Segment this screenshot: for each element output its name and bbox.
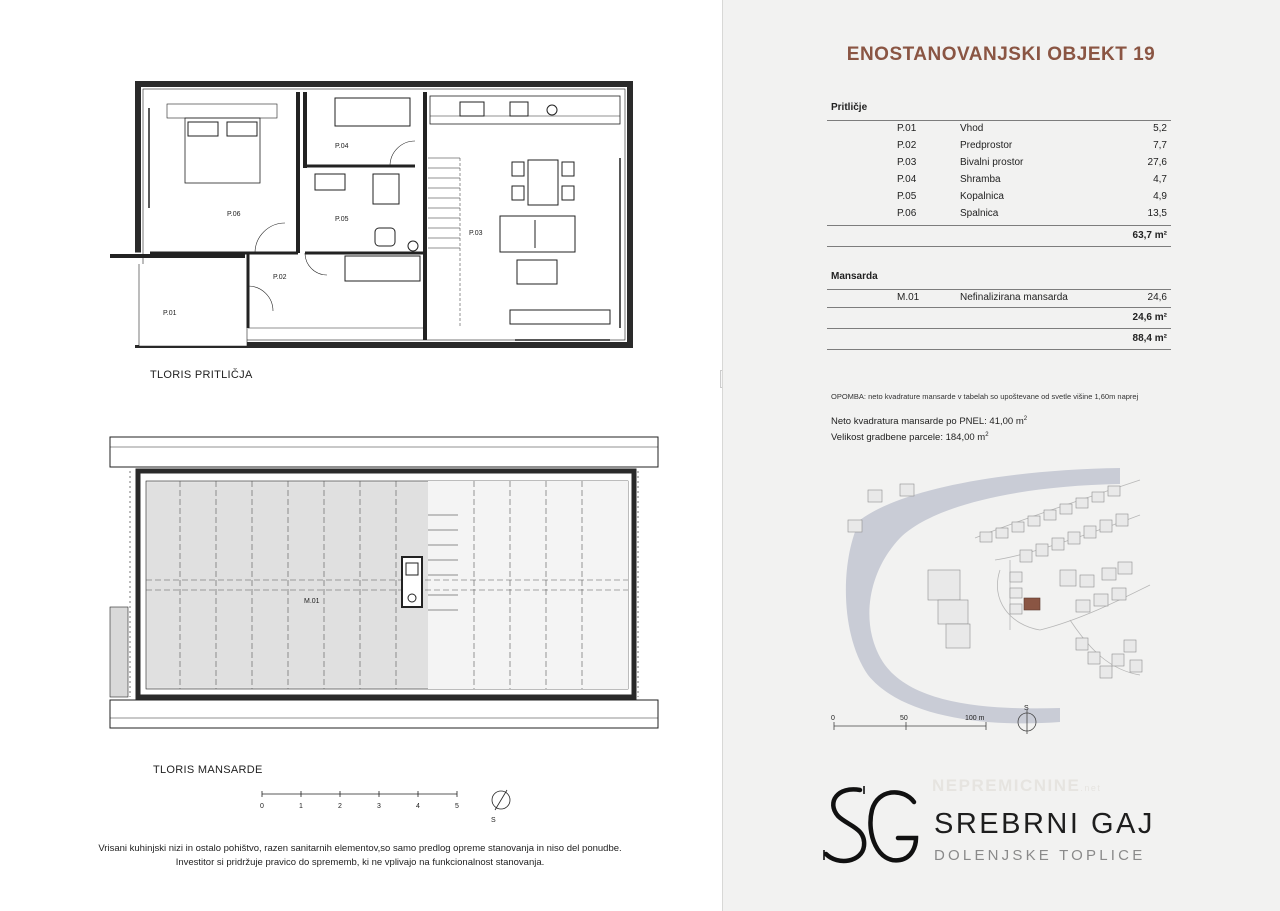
table-row bbox=[827, 121, 1171, 138]
scale-tick-3: 3 bbox=[377, 803, 381, 810]
table-row bbox=[827, 206, 1171, 223]
scale-tick-2: 2 bbox=[338, 803, 342, 810]
site-map bbox=[820, 460, 1160, 740]
row-code: P.01 bbox=[897, 123, 917, 134]
attic-total: 24,6 m² bbox=[827, 308, 1171, 329]
row-area: 13,5 bbox=[1147, 208, 1167, 219]
net-attic-text: Neto kvadratura mansarde po PNEL: 41,00 m bbox=[831, 416, 1024, 428]
map-scale-0: 0 bbox=[831, 715, 835, 722]
row-code: P.03 bbox=[897, 157, 917, 168]
row-name: Kopalnica bbox=[960, 191, 1004, 202]
scale-tick-0: 0 bbox=[260, 803, 264, 810]
room-p02: P.02 bbox=[273, 274, 287, 281]
row-code: P.05 bbox=[897, 191, 917, 202]
brand-logo-icon bbox=[820, 780, 920, 870]
scale-tick-4: 4 bbox=[416, 803, 420, 810]
row-area: 4,7 bbox=[1153, 174, 1167, 185]
table-row bbox=[827, 138, 1171, 155]
area-note: OPOMBA: neto kvadrature mansarde v tabelah so upoštevane od svetle višine 1,60m naprej bbox=[831, 392, 1139, 401]
plot-size: Velikost gradbene parcele: 184,00 $m^2$ bbox=[831, 432, 989, 444]
watermark-text bbox=[932, 776, 1101, 796]
north-label: S bbox=[491, 817, 496, 824]
net-attic-area: Neto kvadratura mansarde po PNEL: 41,00 $m^2$ bbox=[831, 416, 1028, 428]
row-area: 27,6 bbox=[1147, 157, 1167, 168]
footnote-line-1: Vrisani kuhinjski nizi in ostalo pohištvo, razen sanitarnih elementov,so samo predlog opreme stanovanja in niso del ponudbe. bbox=[98, 843, 622, 854]
ground-floor-plan bbox=[105, 78, 640, 353]
plot-size-text: Velikost gradbene parcele: 184,00 m bbox=[831, 432, 986, 444]
room-p03: P.03 bbox=[469, 230, 483, 237]
row-area: 24,6 bbox=[1147, 292, 1167, 303]
row-area: 4,9 bbox=[1153, 191, 1167, 202]
attic-plan-label: TLORIS MANSARDE bbox=[153, 764, 263, 776]
plan-footnote bbox=[80, 842, 640, 870]
highlighted-plot bbox=[1024, 598, 1040, 610]
scale-tick-1: 1 bbox=[299, 803, 303, 810]
row-name: Vhod bbox=[960, 123, 984, 134]
room-p04: P.04 bbox=[335, 143, 349, 150]
row-name: Nefinalizirana mansarda bbox=[960, 292, 1068, 303]
row-name: Predprostor bbox=[960, 140, 1013, 151]
attic-floor-plan bbox=[108, 435, 660, 730]
row-area: 7,7 bbox=[1153, 140, 1167, 151]
page-title: ENOSTANOVANJSKI OBJEKT 19 bbox=[846, 44, 1156, 65]
footnote-line-2: Investitor si pridržuje pravico do sprememb, ki ne vplivajo na funkcionalnost stanovanja. bbox=[175, 857, 545, 868]
row-code: P.02 bbox=[897, 140, 917, 151]
attic-heading: Mansarda bbox=[831, 271, 878, 282]
row-code: P.06 bbox=[897, 208, 917, 219]
plan-scale-bar bbox=[255, 788, 525, 826]
row-name: Spalnica bbox=[960, 208, 999, 219]
watermark-tld: .net bbox=[1080, 783, 1102, 793]
row-code: P.04 bbox=[897, 174, 917, 185]
room-m01: M.01 bbox=[304, 598, 320, 605]
ground-floor-heading: Pritličje bbox=[831, 102, 868, 113]
room-p06: P.06 bbox=[227, 211, 241, 218]
room-p01: P.01 bbox=[163, 310, 177, 317]
brand-name: SREBRNI GAJ bbox=[934, 808, 1155, 840]
table-row bbox=[827, 155, 1171, 172]
scale-tick-5: 5 bbox=[455, 803, 459, 810]
watermark-main: NEPREMICNINE bbox=[932, 776, 1081, 795]
map-scale-100: 100 m bbox=[965, 715, 985, 722]
table-row bbox=[827, 290, 1171, 307]
table-row bbox=[827, 189, 1171, 206]
row-name: Shramba bbox=[960, 174, 1001, 185]
row-name: Bivalni prostor bbox=[960, 157, 1024, 168]
brand-location: DOLENJSKE TOPLICE bbox=[934, 847, 1146, 864]
ground-floor-table bbox=[827, 120, 1171, 247]
room-p05: P.05 bbox=[335, 216, 349, 223]
map-north-label: S bbox=[1024, 705, 1029, 712]
ground-plan-label: TLORIS PRITLIČJA bbox=[150, 369, 253, 381]
row-area: 5,2 bbox=[1153, 123, 1167, 134]
table-row bbox=[827, 172, 1171, 189]
map-scale-50: 50 bbox=[900, 715, 908, 722]
row-code: M.01 bbox=[897, 292, 920, 303]
ground-floor-total: 63,7 m² bbox=[827, 226, 1171, 247]
grand-total: 88,4 m² bbox=[827, 329, 1171, 350]
attic-table bbox=[827, 289, 1171, 350]
